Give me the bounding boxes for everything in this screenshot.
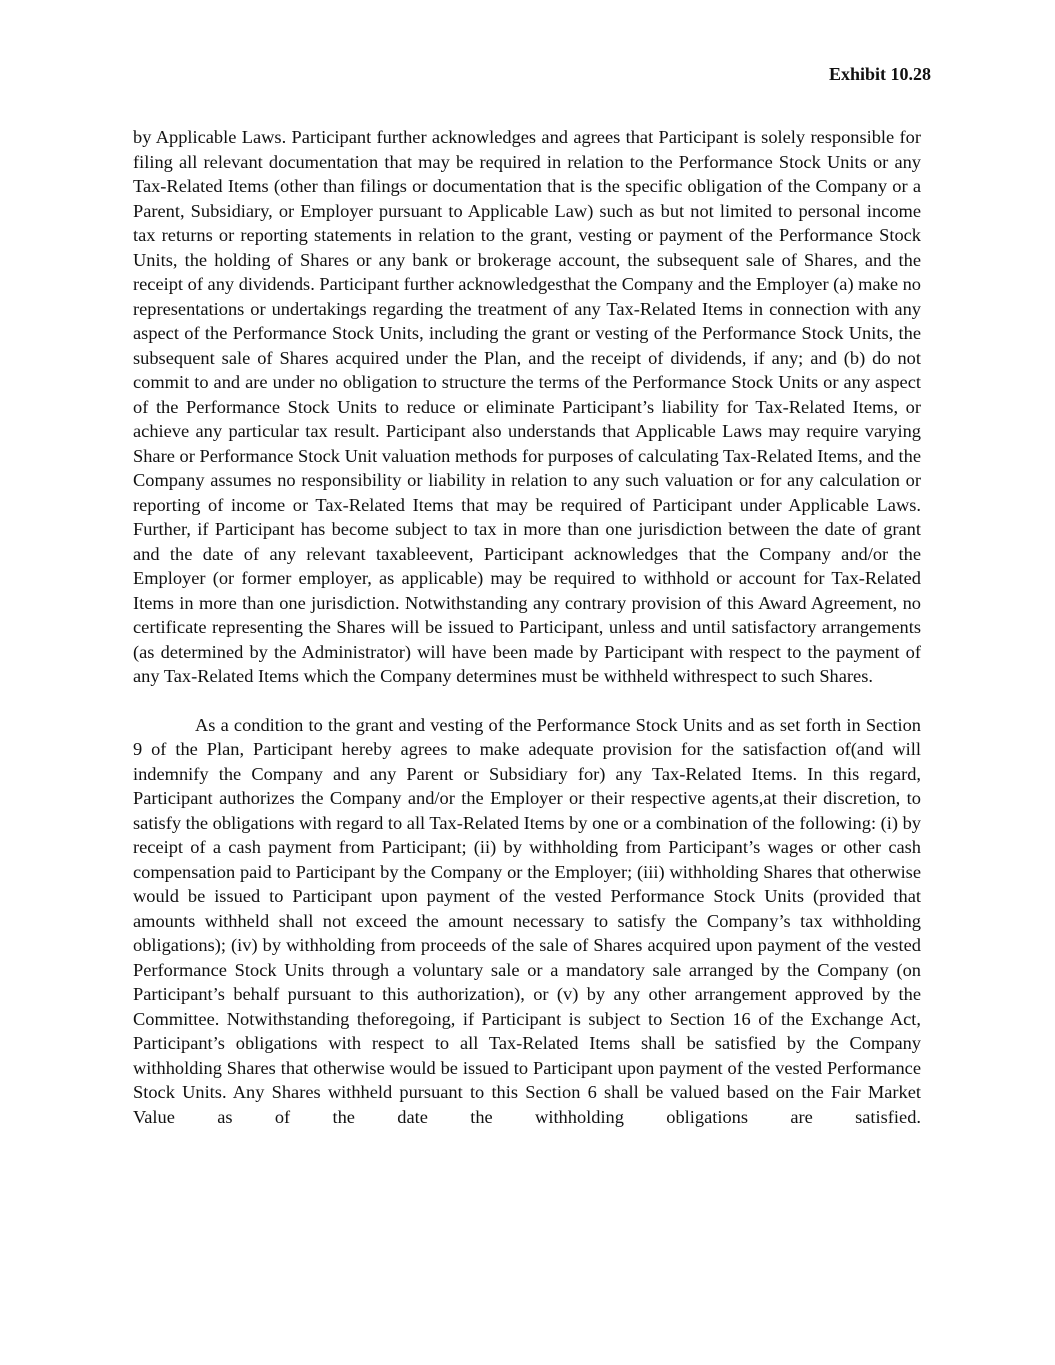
paragraph-tax-filing-obligations: by Applicable Laws. Participant further acknowledges and agrees that Participant is solely responsible for filing all relevant documentation that may be required in relation to the Performance Stock Units or any Tax-Related Items (other than filings or documentation that is the specific obligation of the Company or a Parent, Subsidiary, or Employer pursuant to Applicable Law) such as but not limited to personal income tax returns or reporting statements in relation to the grant, vesting or payment of the Performance Stock Units, the holding of Shares or any bank or brokerage account, the subsequent sale of Shares, and the receipt of any dividends. Participant further acknowledgesthat the Company and the Employer (a) make no representations or undertakings regarding the treatment of any Tax-Related Items in connection with any aspect of the Performance Stock Units, including the grant or vesting of the Performance Stock Units, the subsequent sale of Shares acquired under the Plan, and the receipt of dividends, if any; and (b) do not commit to and are under no obligation to structure the terms of the Performance Stock Units or any aspect of the Performance Stock Units to reduce or eliminate Participant’s liability for Tax-Related Items, or achieve any particular tax result. Participant also understands that Applicable Laws may require varying Share or Performance Stock Unit valuation methods for purposes of calculating Tax-Related Items, and the Company assumes no responsibility or liability in relation to any such valuation or for any calculation or reporting of income or Tax-Related Items that may be required of Participant under Applicable Laws. Further, if Participant has become subject to tax in more than one jurisdiction between the date of grant and the date of any relevant taxableevent, Participant acknowledges that the Company and/or the Employer (or former employer, as applicable) may be required to withhold or account for Tax-Related Items in more than one jurisdiction. Notwithstanding any contrary provision of this Award Agreement, no certificate representing the Shares will be issued to Participant, unless and until satisfactory arrangements (as determined by the Administrator) will have been made by Participant with respect to the payment of any Tax-Related Items which the Company determines must be withheld withrespect to such Shares. [133,127,921,686]
paragraph-withholding-provision: As a condition to the grant and vesting of the Performance Stock Units and as set forth in Section 9 of the Plan, Participant hereby agrees to make adequate provision for the satisfaction of(and will indemnify the Company and any Parent or Subsidiary for) any Tax-Related Items. In this regard, Participant authorizes the Company and/or the Employer or their respective agents,at their discretion, to satisfy the obligations with regard to all Tax-Related Items by one or a combination of the following: (i) by receipt of a cash payment from Participant; (ii) by withholding from Participant’s wages or other cash compensation paid to Participant by the Company or the Employer; (iii) withholding Shares that otherwise would be issued to Participant upon payment of the vested Performance Stock Units (provided that amounts withheld shall not exceed the amount necessary to satisfy the Company’s tax withholding obligations); (iv) by withholding from proceeds of the sale of Shares acquired upon payment of the vested Performance Stock Units through a voluntary sale or a mandatory sale arranged by the Company (on Participant’s behalf pursuant to this authorization), or (v) by any other arrangement approved by the Committee. Notwithstanding theforegoing, if Participant is subject to Section 16 of the Exchange Act, Participant’s obligations with respect to all Tax-Related Items shall be satisfied by the Company withholding Shares that otherwise would be issued to Participant upon payment of the vested Performance Stock Units. Any Shares withheld pursuant to this Section 6 shall be valued based on the Fair Market Value as of the date the withholding obligations are satisfied. [133,714,921,1127]
document-body [133,125,921,1129]
exhibit-label: Exhibit 10.28 [828,64,931,84]
